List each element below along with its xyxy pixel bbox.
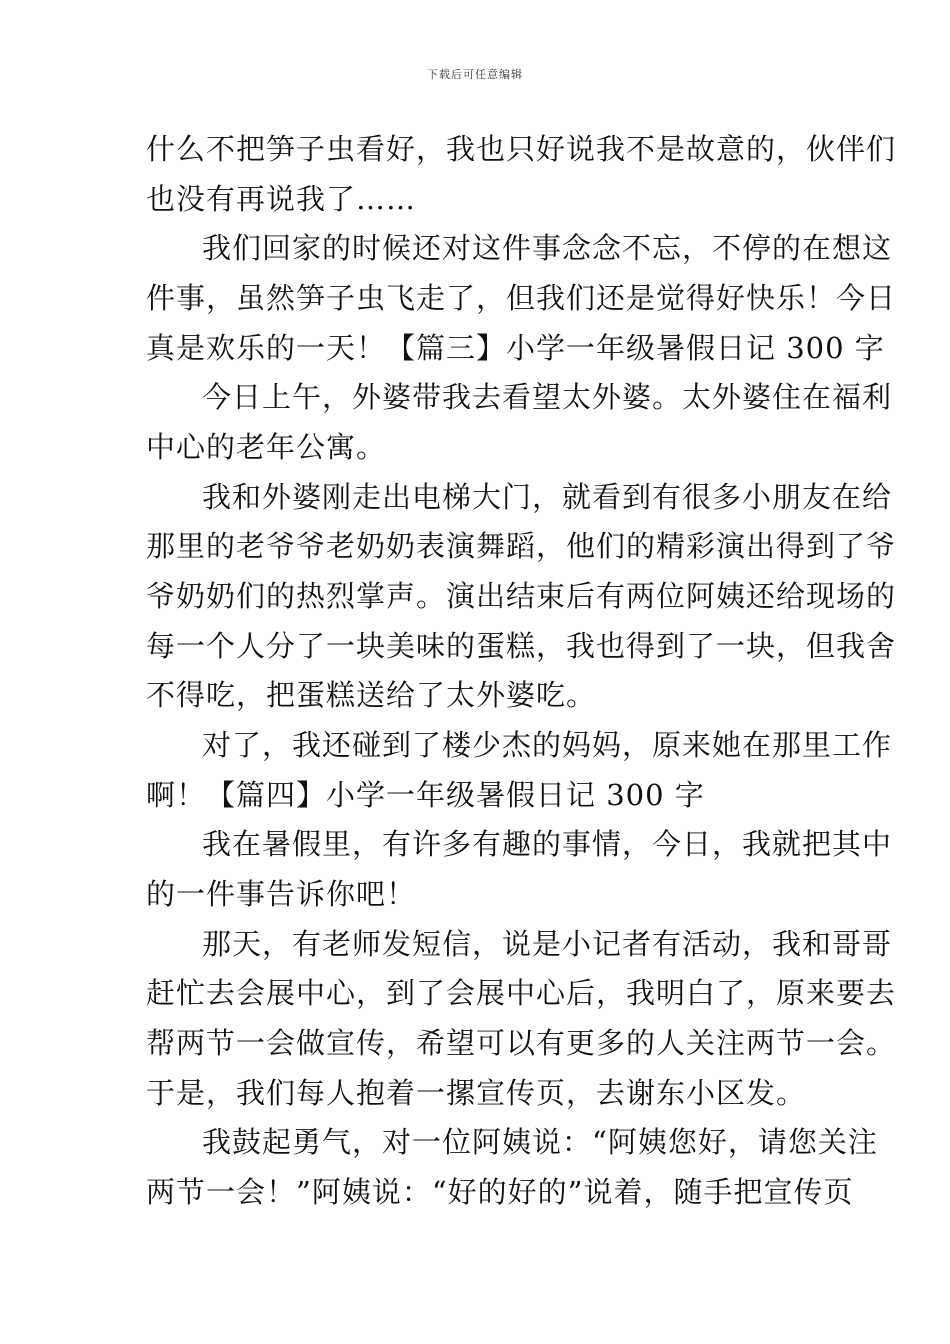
text-line: 于是，我们每人抱着一摞宣传页，去谢东小区发。 bbox=[146, 1076, 807, 1110]
text-line: 不得吃，把蛋糕送给了太外婆吃。 bbox=[146, 678, 597, 712]
text-line: 的一件事告诉你吧！ bbox=[146, 877, 417, 911]
text-line: 两节一会！”阿姨说：“好的好的”说着，随手把宣传页 bbox=[146, 1175, 854, 1209]
text-line: 也没有再说我了…… bbox=[146, 182, 417, 216]
text-line: 今日上午，外婆带我去看望太外婆。太外婆住在福利 bbox=[202, 380, 893, 414]
text-line: 那天，有老师发短信，说是小记者有活动，我和哥哥 bbox=[202, 927, 893, 961]
text-line: 我和外婆刚走出电梯大门，就看到有很多小朋友在给 bbox=[202, 480, 893, 514]
text-line: 中心的老年公寓。 bbox=[146, 430, 387, 464]
page-header: 下载后可任意编辑 bbox=[427, 68, 523, 81]
text-line: 啊！【篇四】小学一年级暑假日记 300 字 bbox=[146, 778, 705, 812]
text-line: 爷奶奶们的热烈掌声。演出结束后有两位阿姨还给现场的 bbox=[146, 579, 897, 613]
text-line: 我们回家的时候还对这件事念念不忘，不停的在想这 bbox=[202, 231, 893, 265]
text-line: 我在暑假里，有许多有趣的事情，今日，我就把其中 bbox=[202, 827, 893, 861]
text-line: 每一个人分了一块美味的蛋糕，我也得到了一块，但我舍 bbox=[146, 629, 897, 663]
text-line: 赶忙去会展中心，到了会展中心后，我明白了，原来要去 bbox=[146, 976, 897, 1010]
text-line: 什么不把笋子虫看好，我也只好说我不是故意的，伙伴们 bbox=[146, 132, 897, 166]
text-line: 真是欢乐的一天！【篇三】小学一年级暑假日记 300 字 bbox=[146, 331, 885, 365]
text-line: 那里的老爷爷老奶奶表演舞蹈，他们的精彩演出得到了爷 bbox=[146, 529, 897, 563]
text-line: 帮两节一会做宣传，希望可以有更多的人关注两节一会。 bbox=[146, 1026, 897, 1060]
text-line: 我鼓起勇气，对一位阿姨说：“阿姨您好，请您关注 bbox=[202, 1125, 878, 1159]
text-line: 对了，我还碰到了楼少杰的妈妈，原来她在那里工作 bbox=[202, 728, 893, 762]
text-line: 件事，虽然笋子虫飞走了，但我们还是觉得好快乐！今日 bbox=[146, 281, 897, 315]
